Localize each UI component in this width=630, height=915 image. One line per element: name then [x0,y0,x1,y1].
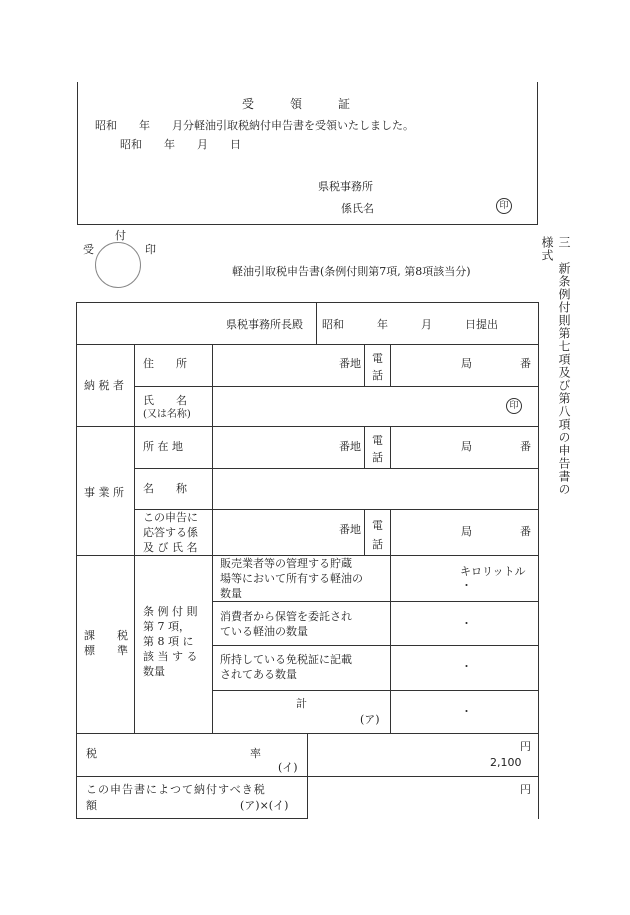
tel-kyoku: 局 [461,357,472,370]
payable-label-2: 額 [86,799,97,812]
receipt-line: 昭和 年 月分軽油引取税納付申告書を受領いたしました。 [95,119,414,132]
rate-label-1: 税 [86,747,97,760]
tel-label [372,350,383,384]
tax-base-label-2: 標 準 [84,644,128,657]
receipt-seal-icon: 印 [496,198,512,214]
form-title: 軽油引取税申告書(条例付則第7項, 第8項該当分) [232,265,471,278]
tax-base-label-1: 課 税 [84,629,128,642]
location-banchi: 番地 [339,440,361,453]
payable-formula: (ア)×(イ) [240,799,289,812]
row1-line1: 販売業者等の管理する貯蔵 [220,557,352,570]
table-right [538,302,539,819]
rate-unit: 円 [520,740,531,753]
tel3-ban: 番 [520,525,531,538]
office-label: 事 業 所 [84,486,124,499]
tax-base-row-divider-2 [212,645,538,646]
location-label: 所 在 地 [143,440,183,453]
tax-base-row-divider-3 [212,690,538,691]
taxpayer-bottom [76,426,539,427]
col-divider-2 [212,344,213,734]
tel2-label: 電 話 [372,434,383,464]
addressee: 県税事務所長殿 [226,318,303,331]
rate-value: 2,100 [490,756,522,769]
name-label: 氏 名 [143,394,187,407]
taxpayer-label: 納 税 者 [84,379,124,392]
row1-dot: ・ [461,579,472,592]
address-banchi: 番地 [339,357,361,370]
receipt-official: 係氏名 [341,202,374,215]
tel3-divider-right [390,509,391,555]
row3-dot: ・ [461,660,472,673]
total-dot: ・ [461,705,472,718]
row2-line1: 消費者から保管を委託され [220,610,352,623]
row3-line1: 所持している免税証に記載 [220,653,352,666]
side-caption: 三 新条例付則第七項及び第八項の申告書の様式 [540,236,571,496]
total-mark: (ア) [360,713,380,726]
tel-char-2: 話 [372,369,383,382]
row1-line3: 数量 [220,587,242,600]
tel3-kyoku: 局 [461,525,472,538]
tel-char-1: 電 [372,352,383,365]
taxpayer-row-divider [134,386,538,387]
row3-line2: されてある数量 [220,668,297,681]
office-bottom [76,555,539,556]
contact-label-1: この申告に [143,511,198,524]
contact-banchi: 番地 [339,523,361,536]
address-label: 住 所 [143,357,187,370]
tel2-divider-right [390,426,391,468]
rate-label-2: 率 [250,747,261,760]
reception-stamp-circle [95,242,141,288]
tax-base-row-divider-1 [212,601,538,602]
tel2-kyoku: 局 [461,440,472,453]
tel2-divider-left [364,426,365,468]
payable-bottom [76,818,308,819]
receipt-office: 県税事務所 [318,180,373,193]
stamp-in: 印 [145,243,156,256]
office-name-label: 名 称 [143,482,187,495]
tel-divider-left [364,344,365,386]
receipt-title: 受 領 証 [242,97,351,111]
tel-ban: 番 [520,357,531,370]
office-row-divider-2 [134,509,538,510]
tax-base-sub-2: 第 7 項， [143,620,190,633]
rate-mark: (イ) [278,761,298,774]
name-sub-label: (又は名称) [143,409,191,420]
stamp-uke: 受 [83,243,94,256]
row1-line2: 場等において所有する軽油の [220,572,363,585]
row2-line2: ている軽油の数量 [220,625,308,638]
table-top [76,302,539,303]
header-divider [316,302,317,344]
receipt-right-border [537,82,538,225]
taxpayer-seal-icon: 印 [506,398,522,414]
tax-base-sub-1: 条 例 付 則 [143,605,198,618]
contact-label-3: 及 び 氏 名 [143,541,198,554]
office-row-divider-1 [134,468,538,469]
stamp-tsuke: 付 [115,229,126,242]
tel3-label: 電 話 [372,519,383,551]
receipt-bottom-border [77,224,538,225]
contact-label-2: 応答する係 [143,526,198,539]
rate-bottom [76,776,539,777]
submission-date: 昭和 年 月 日提出 [322,318,498,331]
tel3-divider-left [364,509,365,555]
row2-dot: ・ [461,617,472,630]
payable-unit: 円 [520,783,531,796]
tax-base-sub-3: 第 8 項 に [143,635,194,648]
receipt-left-border [77,82,78,225]
tel2-ban: 番 [520,440,531,453]
unit-kiloliter: キロリットル [460,565,526,578]
table-left [76,302,77,819]
receipt-date: 昭和 年 月 日 [120,138,241,151]
tax-base-sub-4: 該 当 す る [143,650,198,663]
header-bottom [76,344,539,345]
payable-label: この申告書によつて納付すべき税 [86,783,266,796]
tel-divider-right [390,344,391,386]
total-label: 計 [296,697,307,710]
tax-base-sub-5: 数量 [143,665,165,678]
col-divider-1 [134,344,135,734]
